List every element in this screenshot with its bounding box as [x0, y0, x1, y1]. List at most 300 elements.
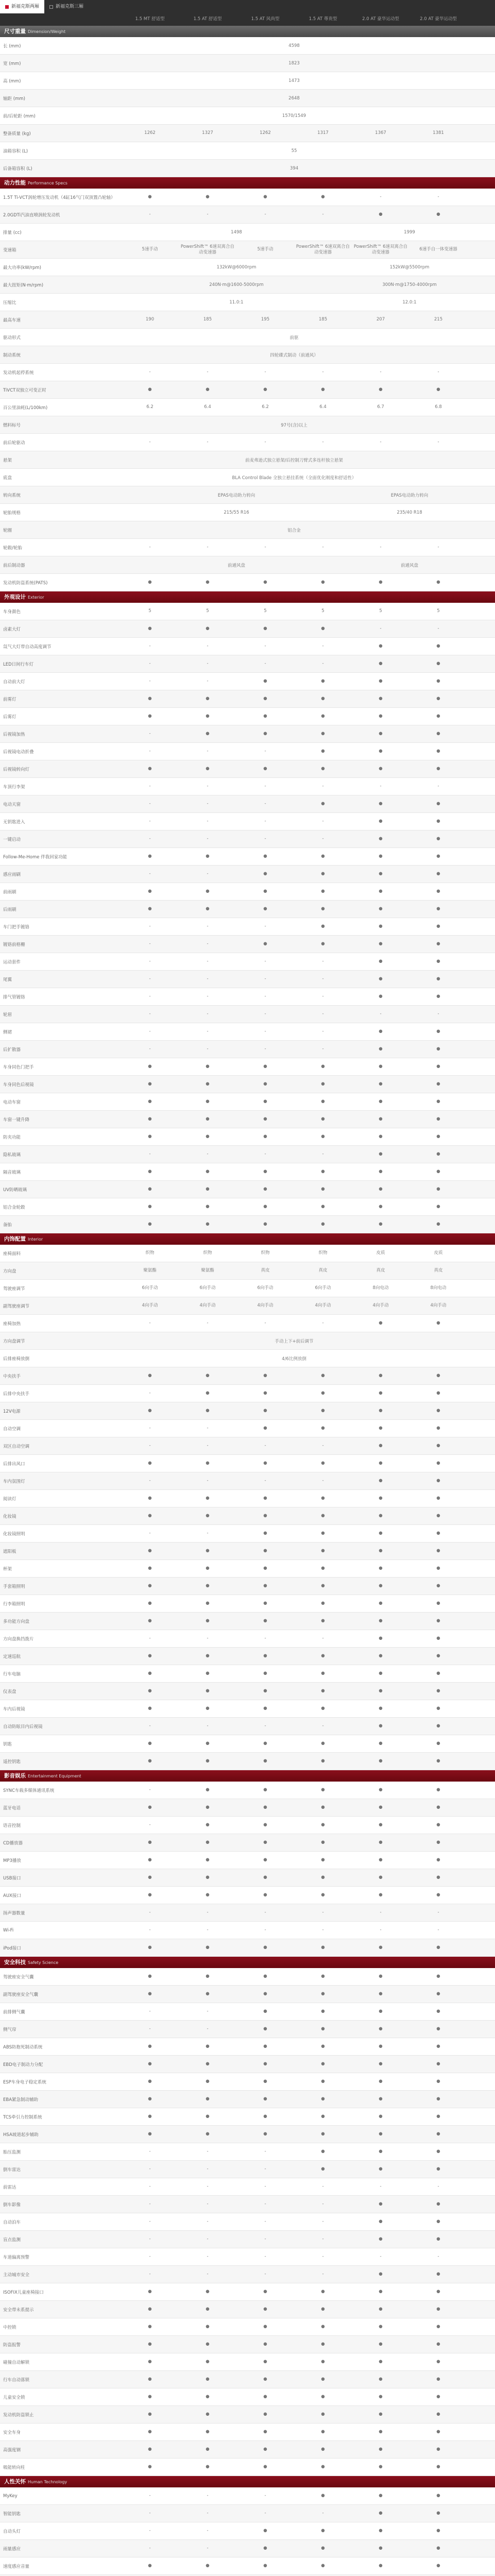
spec-value-span: 前麦弗逊式独立悬架/后控制刀臂式多连杆独立悬架	[245, 457, 343, 463]
spec-value: ●	[436, 1706, 440, 1711]
spec-row	[0, 795, 495, 813]
spec-value: ●	[379, 1548, 383, 1553]
spec-label: 发动机起停系统	[3, 370, 34, 376]
spec-value: ●	[436, 819, 440, 824]
spec-value: ●	[379, 1531, 383, 1536]
spec-row	[0, 399, 495, 416]
spec-value: ●	[321, 1805, 325, 1810]
spec-value: ●	[436, 1204, 440, 1209]
spec-row	[0, 2178, 495, 2196]
spec-label: 车身同色门把手	[3, 1064, 34, 1070]
spec-value: ●	[379, 2114, 383, 2119]
spec-label: 隐私玻璃	[3, 1152, 21, 1158]
spec-value: ●	[379, 2026, 383, 2031]
spec-row	[0, 294, 495, 311]
spec-label: EBD电子制动力分配	[3, 2062, 43, 2067]
spec-value: -	[322, 1443, 324, 1448]
spec-label: 底盘	[3, 475, 12, 481]
spec-value: ●	[436, 1081, 440, 1087]
spec-value: -	[264, 2219, 266, 2224]
spec-value: 6.8	[435, 404, 442, 410]
spec-row	[0, 2406, 495, 2424]
spec-value: ●	[263, 1688, 267, 1693]
section-header	[0, 2476, 495, 2487]
spec-value: ●	[321, 924, 325, 929]
spec-value: ●	[379, 906, 383, 911]
spec-label: 杯架	[3, 1566, 12, 1572]
spec-value: -	[264, 1927, 266, 1933]
spec-value: -	[149, 212, 151, 217]
spec-row	[0, 813, 495, 831]
spec-value: ●	[436, 906, 440, 911]
spec-value: ●	[263, 2377, 267, 2382]
spec-value: -	[264, 2236, 266, 2242]
spec-value: ●	[436, 212, 440, 217]
spec-value: -	[149, 2184, 151, 2189]
spec-value: ●	[148, 2324, 152, 2329]
spec-row	[0, 1782, 495, 1799]
spec-label: iPod接口	[3, 1945, 21, 1951]
spec-label: 驾驶座安全气囊	[3, 1974, 34, 1980]
spec-value: -	[264, 2149, 266, 2154]
spec-label: 尾翼	[3, 977, 12, 982]
spec-row	[0, 1630, 495, 1648]
spec-value: -	[322, 819, 324, 824]
spec-value: ●	[148, 1583, 152, 1588]
spec-value: ●	[321, 2377, 325, 2382]
spec-value: ●	[436, 580, 440, 585]
spec-row	[0, 725, 495, 743]
spec-value: -	[264, 2272, 266, 2277]
spec-value: ●	[379, 2464, 383, 2469]
spec-value: ●	[206, 1116, 210, 1122]
spec-row	[0, 125, 495, 142]
spec-value: ●	[321, 1991, 325, 1996]
spec-row	[0, 346, 495, 364]
spec-label: 车身同色后视镜	[3, 1082, 34, 1088]
spec-value: 织物	[203, 1250, 212, 1256]
spec-row	[0, 1181, 495, 1198]
spec-value: -	[322, 1011, 324, 1016]
spec-value: ●	[148, 1840, 152, 1845]
spec-label: 防盗报警	[3, 2342, 21, 2348]
spec-value: 1327	[202, 130, 213, 135]
spec-value: ●	[379, 2412, 383, 2417]
spec-label: 轮胎规格	[3, 510, 21, 516]
spec-label: 座椅面料	[3, 1251, 21, 1257]
spec-value: 真皮	[376, 1268, 385, 1273]
spec-value: ●	[379, 661, 383, 666]
spec-label: SYNC车载多媒体通讯系统	[3, 1788, 55, 1793]
spec-label: 驱动形式	[3, 335, 21, 341]
spec-value: ●	[436, 1496, 440, 1501]
spec-value: -	[207, 1927, 209, 1933]
spec-value: ●	[379, 941, 383, 946]
spec-value: ●	[436, 2114, 440, 2119]
spec-value: ●	[263, 1653, 267, 1658]
spec-value: ●	[436, 1320, 440, 1326]
spec-row	[0, 276, 495, 294]
spec-label: 卤素大灯	[3, 626, 21, 632]
spec-value: ●	[148, 1548, 152, 1553]
spec-value: -	[322, 836, 324, 841]
spec-value: ●	[148, 2563, 152, 2568]
spec-value: ●	[263, 2026, 267, 2031]
spec-value: ●	[263, 1805, 267, 1810]
spec-row	[0, 638, 495, 655]
spec-row	[0, 241, 495, 259]
spec-label: 前雨刷	[3, 889, 16, 895]
spec-value: -	[322, 1723, 324, 1728]
spec-row	[0, 2143, 495, 2161]
spec-label: MP3播放	[3, 1858, 21, 1863]
spec-value: ●	[321, 2528, 325, 2533]
spec-value: ●	[263, 1601, 267, 1606]
spec-value: ●	[263, 1222, 267, 1227]
spec-value: -	[322, 994, 324, 999]
spec-row	[0, 1560, 495, 1578]
tab-label: 新福克斯三厢	[56, 4, 84, 9]
spec-value: ●	[436, 2096, 440, 2102]
spec-value: -	[207, 1910, 209, 1915]
section-title: 内饰配置	[4, 1236, 26, 1242]
spec-value: ●	[206, 1945, 210, 1950]
spec-value: -	[149, 819, 151, 824]
spec-value: ●	[321, 2394, 325, 2399]
spec-row	[0, 708, 495, 725]
spec-value: -	[207, 801, 209, 806]
spec-value: ●	[436, 1566, 440, 1571]
spec-table	[0, 189, 495, 591]
spec-row	[0, 259, 495, 276]
spec-value: ●	[206, 2359, 210, 2364]
spec-value: ●	[436, 2359, 440, 2364]
spec-value: -	[380, 439, 382, 445]
spec-row	[0, 1163, 495, 1181]
spec-value: ●	[148, 1513, 152, 1518]
spec-value: ●	[379, 836, 383, 841]
spec-value: -	[264, 819, 266, 824]
spec-label: 多功能方向盘	[3, 1619, 30, 1624]
spec-value: ●	[321, 2464, 325, 2469]
spec-value: ●	[263, 1840, 267, 1845]
spec-value: ●	[263, 194, 267, 199]
spec-value: ●	[321, 2096, 325, 2102]
spec-value: ●	[206, 1671, 210, 1676]
spec-value: ●	[379, 2149, 383, 2154]
spec-label: Follow-Me-Home 伴我回家功能	[3, 854, 67, 860]
spec-row	[0, 2388, 495, 2406]
spec-value: ●	[148, 1601, 152, 1606]
spec-value: ●	[148, 1892, 152, 1897]
spec-value: ●	[436, 731, 440, 736]
spec-value: ●	[436, 836, 440, 841]
spec-value: ●	[436, 1478, 440, 1483]
spec-value: ●	[148, 2412, 152, 2417]
spec-row	[0, 1315, 495, 1332]
spec-value: ●	[148, 1134, 152, 1139]
spec-label: 副驾驶座调节	[3, 1303, 30, 1309]
spec-value: -	[207, 212, 209, 217]
spec-value: -	[322, 2184, 324, 2189]
spec-label: 最大扭矩(N·m/rpm)	[3, 282, 44, 288]
spec-value: ●	[148, 1741, 152, 1746]
spec-value: -	[264, 2493, 266, 2498]
spec-value: ●	[263, 731, 267, 736]
spec-value: -	[322, 545, 324, 550]
spec-value: ●	[436, 766, 440, 771]
spec-value: ●	[206, 2289, 210, 2294]
spec-value: ●	[436, 1443, 440, 1448]
spec-value: ●	[436, 1840, 440, 1845]
spec-value: ●	[379, 1758, 383, 1764]
spec-value: ●	[148, 626, 152, 631]
spec-row	[0, 2371, 495, 2388]
spec-value-span: 1473	[288, 78, 300, 83]
spec-value: ●	[206, 1134, 210, 1139]
section-header	[0, 591, 495, 603]
spec-row	[0, 2248, 495, 2266]
spec-value: 5	[148, 608, 151, 614]
spec-value: ●	[263, 1081, 267, 1087]
spec-value: ●	[379, 1222, 383, 1227]
spec-value: ●	[379, 1373, 383, 1378]
spec-value: 真皮	[318, 1268, 328, 1273]
spec-value: -	[149, 784, 151, 789]
spec-label: TiVCT双独立可变正时	[3, 387, 46, 393]
spec-label: 燃料标号	[3, 422, 21, 428]
spec-value: ●	[379, 2044, 383, 2049]
spec-label: 车道偏离预警	[3, 2255, 30, 2260]
spec-value: ●	[206, 2377, 210, 2382]
spec-value: ●	[148, 2394, 152, 2399]
spec-value: ●	[206, 1822, 210, 1827]
spec-value: ●	[379, 679, 383, 684]
spec-label: 遮阳板	[3, 1549, 16, 1554]
spec-value: ●	[263, 1513, 267, 1518]
spec-value: ●	[206, 1653, 210, 1658]
spec-label: 安全车身	[3, 2430, 21, 2435]
spec-value: ●	[436, 661, 440, 666]
spec-value: ●	[436, 2201, 440, 2207]
spec-table	[0, 603, 495, 1233]
spec-value: ●	[436, 714, 440, 719]
spec-row	[0, 848, 495, 866]
spec-value: ●	[206, 1875, 210, 1880]
spec-value: ●	[206, 1566, 210, 1571]
spec-value: ●	[148, 1974, 152, 1979]
spec-value: -	[207, 836, 209, 841]
spec-label: 钥匙	[3, 1741, 12, 1747]
spec-value: ●	[148, 1566, 152, 1571]
spec-value: -	[207, 2219, 209, 2224]
spec-value: ●	[379, 1601, 383, 1606]
spec-value-span: 215/55 R16	[224, 510, 249, 515]
spec-value: -	[149, 2546, 151, 2551]
section-title: 人性关怀	[4, 2479, 26, 2485]
spec-row	[0, 224, 495, 241]
spec-value: ●	[206, 1496, 210, 1501]
spec-value: 6向手动	[199, 1285, 216, 1291]
spec-value: ●	[436, 1169, 440, 1174]
spec-value: -	[437, 626, 439, 631]
spec-row	[0, 381, 495, 399]
section-title: 尺寸重量	[4, 28, 26, 35]
spec-label: 速度感应音量	[3, 2564, 30, 2569]
spec-value: -	[149, 1151, 151, 1157]
spec-value: 皮质	[434, 1250, 443, 1256]
spec-value: ●	[263, 1426, 267, 1431]
spec-value: -	[437, 784, 439, 789]
spec-row	[0, 556, 495, 574]
spec-value: -	[322, 212, 324, 217]
spec-label: 宽 (mm)	[3, 61, 21, 66]
spec-value: ●	[436, 854, 440, 859]
spec-value: ●	[379, 387, 383, 392]
spec-row	[0, 1437, 495, 1455]
spec-value: -	[380, 2254, 382, 2259]
spec-label: 蓝牙电话	[3, 1805, 21, 1811]
spec-value: 聚氨酯	[143, 1268, 157, 1273]
spec-value: ●	[263, 889, 267, 894]
spec-label: 车身颜色	[3, 609, 21, 615]
spec-row	[0, 690, 495, 708]
spec-value: ●	[263, 1204, 267, 1209]
spec-value: ●	[263, 2289, 267, 2294]
spec-value: ●	[206, 1373, 210, 1378]
spec-value: -	[149, 941, 151, 946]
spec-value: ●	[379, 1099, 383, 1104]
spec-value: ●	[436, 1945, 440, 1950]
spec-label: 智能钥匙	[3, 2511, 21, 2517]
spec-value: ●	[263, 1373, 267, 1378]
spec-value: -	[149, 2528, 151, 2533]
spec-value: -	[207, 2026, 209, 2031]
spec-value: ●	[379, 801, 383, 806]
spec-row	[0, 1023, 495, 1041]
spec-value: 4向手动	[257, 1303, 274, 1308]
spec-value: -	[207, 2184, 209, 2189]
spec-value: -	[207, 679, 209, 684]
spec-label: 轮眉	[3, 1012, 12, 1018]
spec-value: ●	[436, 959, 440, 964]
spec-value: -	[264, 1723, 266, 1728]
spec-row	[0, 1922, 495, 1939]
spec-label: 电动车窗	[3, 1099, 21, 1105]
spec-value: ●	[263, 1741, 267, 1746]
spec-row	[0, 160, 495, 177]
spec-value: ●	[148, 2289, 152, 2294]
spec-value: ●	[263, 2114, 267, 2119]
spec-value: -	[380, 2184, 382, 2189]
spec-value: ●	[379, 2493, 383, 2498]
spec-row	[0, 2038, 495, 2056]
spec-value: 织物	[261, 1250, 270, 1256]
spec-value: ●	[263, 2464, 267, 2469]
spec-value: -	[149, 2236, 151, 2242]
spec-value: ●	[321, 1064, 325, 1069]
spec-value: ●	[436, 1548, 440, 1553]
spec-value: ●	[263, 1758, 267, 1764]
spec-label: 前后制动器	[3, 563, 25, 568]
spec-value: ●	[321, 2061, 325, 2066]
spec-value: 6向手动	[142, 1285, 158, 1291]
spec-row	[0, 1887, 495, 1904]
spec-value: -	[322, 1478, 324, 1483]
spec-value: ●	[148, 1187, 152, 1192]
spec-value: ●	[206, 1064, 210, 1069]
spec-row	[0, 451, 495, 469]
spec-value: ●	[379, 1496, 383, 1501]
spec-value: ●	[379, 1688, 383, 1693]
spec-value: 215	[434, 317, 443, 322]
spec-value: ●	[436, 1688, 440, 1693]
spec-row	[0, 1280, 495, 1297]
spec-value: ●	[263, 1496, 267, 1501]
spec-value: -	[149, 1636, 151, 1641]
spec-value: ●	[379, 2394, 383, 2399]
spec-value: -	[149, 369, 151, 375]
tab-label: 新福克斯两厢	[11, 4, 40, 9]
spec-label: 主动城市安全	[3, 2272, 30, 2278]
spec-label: 变速箱	[3, 247, 16, 253]
spec-value: ●	[321, 1618, 325, 1623]
spec-value: ●	[379, 819, 383, 824]
spec-value: 1367	[375, 130, 386, 135]
spec-label: CD播放器	[3, 1840, 23, 1846]
spec-value: ●	[436, 1822, 440, 1827]
spec-value: -	[207, 749, 209, 754]
spec-value: ●	[436, 1723, 440, 1728]
spec-value: ●	[206, 2563, 210, 2568]
model-column-header: 1.5 AT 舒适型	[193, 16, 222, 22]
spec-value: ●	[263, 1064, 267, 1069]
spec-value: ●	[436, 2044, 440, 2049]
spec-value: ●	[321, 1169, 325, 1174]
spec-value: 6.2	[262, 404, 269, 410]
spec-value: ●	[379, 2511, 383, 2516]
spec-value: ●	[436, 871, 440, 876]
spec-value: ●	[206, 2447, 210, 2452]
spec-label: 轮毂/轮胎	[3, 545, 22, 551]
spec-value: 6.2	[146, 404, 153, 410]
spec-value: ●	[321, 1222, 325, 1227]
spec-value: ●	[148, 2359, 152, 2364]
spec-value: ●	[263, 2044, 267, 2049]
spec-value: 4向手动	[199, 1303, 216, 1308]
section-header	[0, 1957, 495, 1968]
spec-value: ●	[436, 2447, 440, 2452]
spec-label: 长 (mm)	[3, 43, 21, 49]
spec-value: ●	[206, 2096, 210, 2102]
spec-label: 车窗一键升降	[3, 1117, 30, 1123]
spec-label: 轴距 (mm)	[3, 96, 25, 101]
spec-label: ABS防抱死制动系统	[3, 2044, 43, 2050]
spec-value: ●	[379, 1151, 383, 1157]
spec-label: 铝合金轮毂	[3, 1205, 25, 1210]
spec-value: ●	[206, 696, 210, 701]
section-title: 安全科技	[4, 1959, 26, 1965]
spec-value: ●	[321, 2546, 325, 2551]
spec-value: -	[322, 2236, 324, 2242]
spec-value: ●	[148, 854, 152, 859]
spec-value: ●	[321, 2447, 325, 2452]
spec-value: 1262	[144, 130, 156, 135]
spec-value: -	[322, 976, 324, 981]
spec-value: -	[264, 1636, 266, 1641]
spec-label: 氙气大灯带自动高度调节	[3, 644, 52, 650]
spec-value: ●	[148, 1064, 152, 1069]
